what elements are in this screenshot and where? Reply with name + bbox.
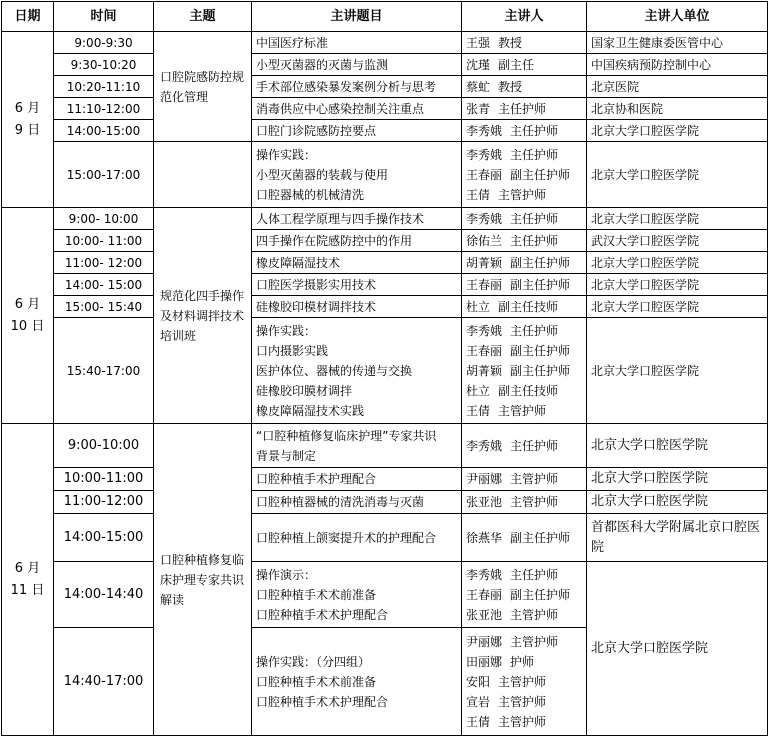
topic-cell: 口腔种植器械的清洗消毒与灭菌 [252,491,462,514]
table-row [2,274,768,296]
time-cell: 11:10-12:00 [54,98,154,120]
table-row [2,491,768,514]
header-row [2,2,768,32]
header-topic: 主讲题目 [252,2,462,32]
time-cell: 14:00-15:00 [54,120,154,142]
unit-cell: 中国疾病预防控制中心 [587,54,768,76]
table-row [2,562,768,628]
topic-cell: 操作实践： 口内摄影实践 医护体位、器械的传递与交换 硅橡胶印膜材调拌 橡皮障隔湿技术实践 [252,318,462,424]
time-cell: 14:00-15:00 [54,514,154,562]
unit-cell: 北京大学口腔医学院 [587,424,768,468]
date-month: 6 月 [14,100,41,116]
topic-cell: 橡皮障隔湿技术 [252,252,462,274]
topic-cell: 操作演示： 口腔种植手术术前准备 口腔种植手术术护理配合 [252,562,462,628]
date-month: 6 月 [14,560,41,576]
unit-cell: 国家卫生健康委医管中心 [587,32,768,54]
theme-cell-empty [154,142,252,208]
unit-cell: 北京大学口腔医学院 [587,142,768,208]
unit-cell: 北京协和医院 [587,98,768,120]
time-cell: 14:40-17:00 [54,628,154,736]
date-day: 10 日 [10,318,45,334]
date-cell [2,208,54,424]
table-row [2,98,768,120]
speaker-cell: 李秀娥 主任护师 王春丽 副主任护师 王倩 主管护师 [462,142,587,208]
header-theme: 主题 [154,2,252,32]
speaker-cell: 尹丽娜 主管护师 [462,468,587,491]
table-row [2,54,768,76]
topic-cell: 人体工程学原理与四手操作技术 [252,208,462,230]
date-month: 6 月 [14,296,41,312]
topic-cell: 操作实践：（分四组） 口腔种植手术术前准备 口腔种植手术术护理配合 [252,628,462,736]
speaker-cell: 杜立 副主任技师 [462,296,587,318]
table-row [2,296,768,318]
unit-cell: 北京大学口腔医学院 [587,252,768,274]
speaker-cell: 李秀娥 主任护师 [462,208,587,230]
time-cell: 9:00- 10:00 [54,208,154,230]
unit-cell: 北京大学口腔医学院 [587,208,768,230]
speaker-cell: 胡菁颖 副主任护师 [462,252,587,274]
unit-cell: 北京大学口腔医学院 [587,274,768,296]
unit-cell: 北京大学口腔医学院 [587,468,768,491]
speaker-cell: 蔡虻 教授 [462,76,587,98]
header-speaker: 主讲人 [462,2,587,32]
speaker-cell: 李秀娥 主任护师 [462,424,587,468]
topic-cell: 口腔门诊院感防控要点 [252,120,462,142]
speaker-cell: 李秀娥 主任护师 王春丽 副主任护师 胡菁颖 副主任护师 杜立 副主任技师 王倩 主管护师 [462,318,587,424]
topic-cell: 口腔种植手术护理配合 [252,468,462,491]
speaker-cell: 王强 教授 [462,32,587,54]
topic-cell: 消毒供应中心感染控制关注重点 [252,98,462,120]
table-row [2,208,768,230]
time-cell: 11:00- 12:00 [54,252,154,274]
table-row [2,230,768,252]
topic-cell: 手术部位感染暴发案例分析与思考 [252,76,462,98]
time-cell: 15:00-17:00 [54,142,154,208]
schedule-table [1,1,768,736]
time-cell: 15:00- 15:40 [54,296,154,318]
topic-cell: 四手操作在院感防控中的作用 [252,230,462,252]
date-cell [2,32,54,208]
speaker-cell: 沈瑾 副主任 [462,54,587,76]
theme-cell: 口腔种植修复临床护理专家共识解读 [154,424,252,736]
unit-cell: 北京大学口腔医学院 [587,120,768,142]
speaker-cell: 尹丽娜 主管护师 田丽娜 护师 安阳 主管护师 宣岩 主管护师 王倩 主管护师 [462,628,587,736]
speaker-cell: 徐佑兰 主任护师 [462,230,587,252]
unit-cell: 首都医科大学附属北京口腔医院 [587,514,768,562]
unit-cell: 北京大学口腔医学院 [587,318,768,424]
unit-cell: 北京大学口腔医学院 [587,491,768,514]
date-day: 11 日 [10,582,45,598]
speaker-cell: 张亚池 主管护师 [462,491,587,514]
unit-cell: 武汉大学口腔医学院 [587,230,768,252]
table-row [2,514,768,562]
table-row [2,468,768,491]
speaker-cell: 李秀娥 主任护师 [462,120,587,142]
unit-cell: 北京大学口腔医学院 [587,562,768,736]
topic-cell: “口腔种植修复临床护理”专家共识 背景与制定 [252,424,462,468]
speaker-cell: 李秀娥 主任护师 王春丽 副主任护师 张亚池 主管护师 [462,562,587,628]
table-row [2,32,768,54]
topic-cell: 操作实践： 小型灭菌器的装载与使用 口腔器械的机械清洗 [252,142,462,208]
unit-cell: 北京医院 [587,76,768,98]
time-cell: 10:00- 11:00 [54,230,154,252]
table-row [2,120,768,142]
time-cell: 14:00- 15:00 [54,274,154,296]
theme-cell: 口腔院感防控规范化管理 [154,32,252,142]
time-cell: 9:30-10:20 [54,54,154,76]
table-row [2,76,768,98]
time-cell: 9:00-9:30 [54,32,154,54]
speaker-cell: 徐燕华 副主任护师 [462,514,587,562]
table-row [2,318,768,424]
topic-cell: 硅橡胶印模材调拌技术 [252,296,462,318]
time-cell: 11:00-12:00 [54,491,154,514]
time-cell: 10:00-11:00 [54,468,154,491]
speaker-cell: 王春丽 副主任护师 [462,274,587,296]
header-unit: 主讲人单位 [587,2,768,32]
date-day: 9 日 [14,122,41,138]
topic-cell: 小型灭菌器的灭菌与监测 [252,54,462,76]
topic-cell: 口腔医学摄影实用技术 [252,274,462,296]
table-row [2,142,768,208]
header-time: 时间 [54,2,154,32]
theme-cell: 规范化四手操作及材料调拌技术培训班 [154,208,252,424]
table-row [2,252,768,274]
date-cell [2,424,54,736]
speaker-cell: 张青 主任护师 [462,98,587,120]
header-date: 日期 [2,2,54,32]
unit-cell: 北京大学口腔医学院 [587,296,768,318]
topic-cell: 中国医疗标准 [252,32,462,54]
time-cell: 10:20-11:10 [54,76,154,98]
time-cell: 14:00-14:40 [54,562,154,628]
time-cell: 9:00-10:00 [54,424,154,468]
topic-cell: 口腔种植上颌窦提升术的护理配合 [252,514,462,562]
time-cell: 15:40-17:00 [54,318,154,424]
table-row [2,424,768,468]
